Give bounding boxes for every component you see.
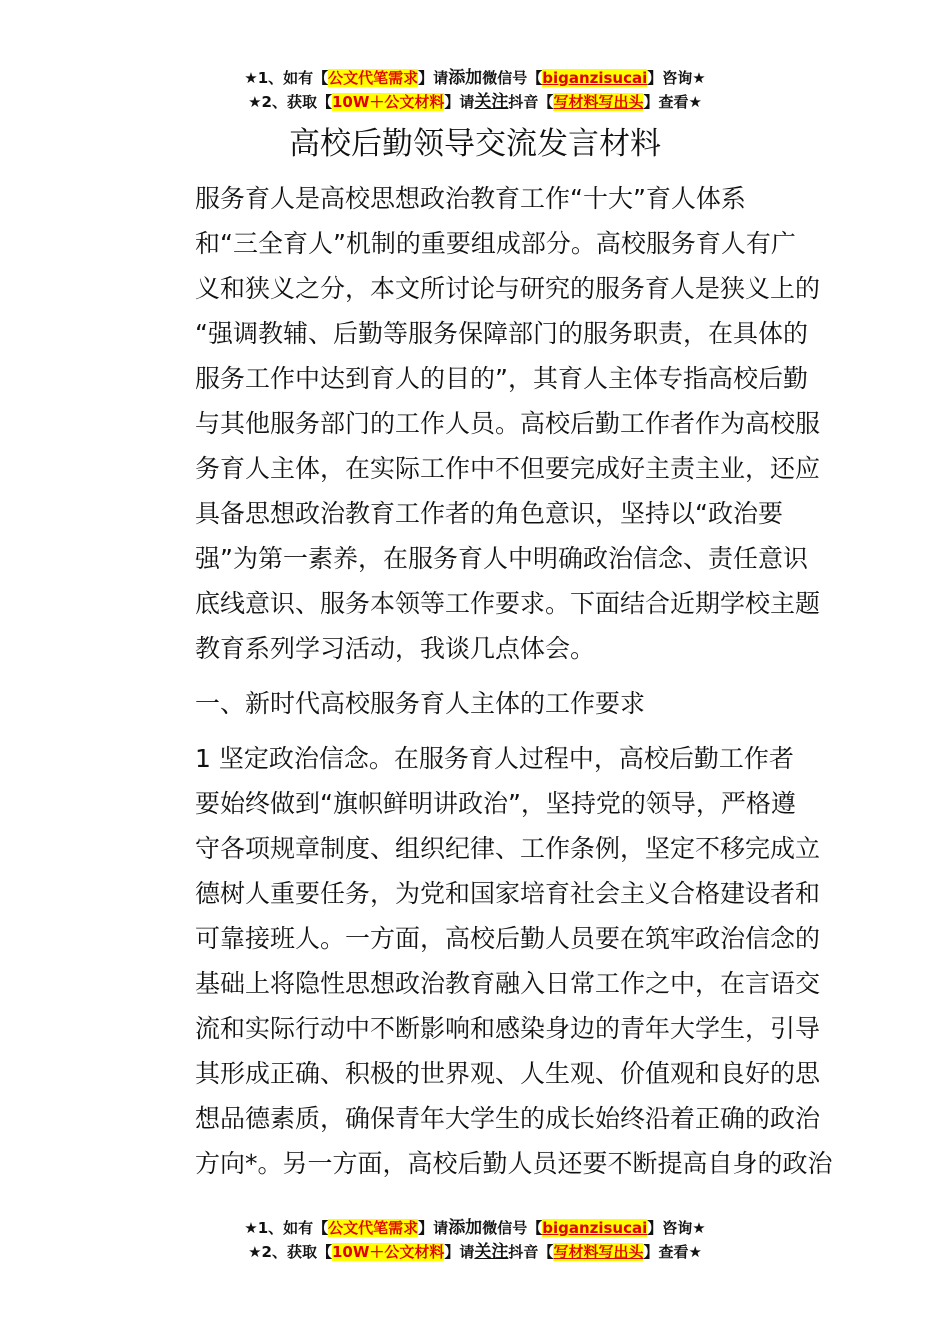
- paragraph-political-belief: [145, 736, 833, 1186]
- banner-text: ★2、获取【: [248, 93, 332, 111]
- banner-highlight: 公文代笔需求: [328, 1219, 419, 1237]
- footer-banner: [0, 1216, 950, 1264]
- banner-text: ★2、获取【: [248, 1243, 332, 1261]
- text-line: 可靠接班人。一方面，高校后勤人员要在筑牢政治信念的: [195, 924, 821, 953]
- text-line: 服务工作中达到育人的目的”，其育人主体专指高校后勤: [195, 364, 808, 393]
- banner-wechat-id: biganzisucai: [542, 1219, 648, 1237]
- banner-text: 】请: [444, 1243, 475, 1261]
- text-line: 德树人重要任务，为党和国家培育社会主义合格建设者和: [195, 879, 821, 908]
- text-line: 1 坚定政治信念。在服务育人过程中，高校后勤工作者: [195, 744, 794, 773]
- text-line: 具备思想政治教育工作者的角色意识，坚持以“政治要: [195, 499, 783, 528]
- banner-highlight: 10W＋公文材料: [331, 1243, 445, 1261]
- banner-emphasis: 关注: [474, 1242, 509, 1262]
- banner-text: 】查看★: [643, 93, 702, 111]
- banner-line-1: [0, 66, 950, 90]
- text-line: 服务育人是高校思想政治教育工作“十大”育人体系: [195, 184, 746, 213]
- banner-text: 】请: [418, 69, 449, 87]
- text-line: 强”为第一素养，在服务育人中明确政治信念、责任意识: [195, 544, 808, 573]
- banner-emphasis: 添加: [448, 68, 483, 88]
- document-title: 高校后勤领导交流发言材料: [289, 126, 661, 162]
- banner-text: 】咨询★: [647, 1219, 706, 1237]
- text-line: 底线意识、服务本领等工作要求。下面结合近期学校主题: [195, 589, 821, 618]
- text-line: 务育人主体，在实际工作中不但要完成好主责主业，还应: [195, 454, 821, 483]
- banner-text: 】请: [444, 93, 475, 111]
- text-line: 和“三全育人”机制的重要组成部分。高校服务育人有广: [195, 229, 796, 258]
- banner-text: 】请: [418, 1219, 449, 1237]
- banner-text: 抖音【: [508, 1243, 554, 1261]
- text-line: 流和实际行动中不断影响和感染身边的青年大学生，引导: [195, 1014, 821, 1043]
- banner-line-2: [0, 90, 950, 114]
- text-line: “强调教辅、后勤等服务保障部门的服务职责，在具体的: [195, 319, 808, 348]
- paragraph-intro: [145, 176, 821, 671]
- banner-text: 微信号【: [482, 1219, 543, 1237]
- text-line: 方向*。另一方面，高校后勤人员还要不断提高自身的政治: [195, 1149, 833, 1178]
- banner-text: ★1、如有【: [244, 69, 329, 87]
- banner-highlight: 公文代笔需求: [328, 69, 419, 87]
- text-line: 其形成正确、积极的世界观、人生观、价值观和良好的思: [195, 1059, 821, 1088]
- text-line: 基础上将隐性思想政治教育融入日常工作之中，在言语交: [195, 969, 821, 998]
- banner-wechat-id: biganzisucai: [542, 69, 648, 87]
- banner-line-2: [0, 1240, 950, 1264]
- banner-douyin-id: 写材料写出头: [553, 93, 644, 111]
- banner-line-1: [0, 1216, 950, 1240]
- text-line: 教育系列学习活动，我谈几点体会。: [195, 634, 596, 663]
- banner-text: 】查看★: [643, 1243, 702, 1261]
- header-banner: [0, 66, 950, 114]
- banner-text: 】咨询★: [647, 69, 706, 87]
- section-heading: 一、新时代高校服务育人主体的工作要求: [195, 689, 646, 718]
- banner-emphasis: 关注: [474, 92, 509, 112]
- banner-text: 微信号【: [482, 69, 543, 87]
- banner-highlight: 10W＋公文材料: [331, 93, 445, 111]
- banner-douyin-id: 写材料写出头: [553, 1243, 644, 1261]
- document-body: [145, 176, 833, 1186]
- banner-emphasis: 添加: [448, 1218, 483, 1238]
- banner-text: ★1、如有【: [244, 1219, 329, 1237]
- text-line: 守各项规章制度、组织纪律、工作条例，坚定不移完成立: [195, 834, 821, 863]
- text-line: 与其他服务部门的工作人员。高校后勤工作者作为高校服: [195, 409, 821, 438]
- text-line: 想品德素质，确保青年大学生的成长始终沿着正确的政治: [195, 1104, 821, 1133]
- text-line: 要始终做到“旗帜鲜明讲政治”，坚持党的领导，严格遵: [195, 789, 796, 818]
- banner-text: 抖音【: [508, 93, 554, 111]
- text-line: 义和狭义之分，本文所讨论与研究的服务育人是狭义上的: [195, 274, 821, 303]
